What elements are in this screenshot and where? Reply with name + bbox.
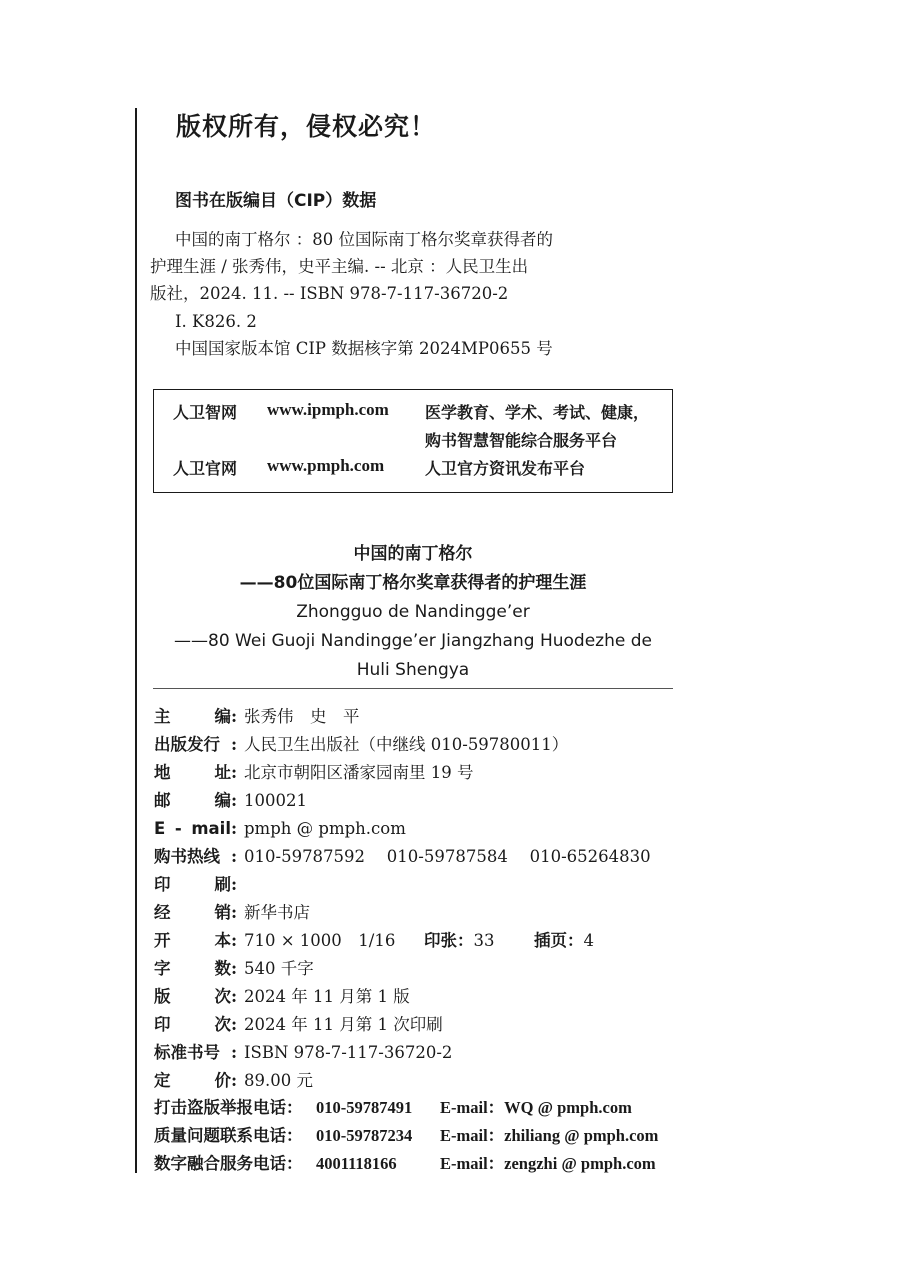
info-label-part: 购书热线 bbox=[154, 847, 220, 866]
info-label-part: 经 bbox=[154, 903, 171, 922]
info-label-part: 价 bbox=[214, 1071, 231, 1090]
info-label-part: 刷 bbox=[214, 875, 231, 894]
contact-label: 打击盗版举报电话： bbox=[154, 1098, 303, 1117]
info-label bbox=[154, 759, 231, 787]
website-name: 人卫智网 bbox=[173, 403, 238, 422]
info-value: 北京市朝阳区潘家园南里 19 号 bbox=[244, 763, 474, 782]
info-label bbox=[154, 871, 231, 899]
info-label-part: 次 bbox=[214, 987, 231, 1006]
info-label-part: 本 bbox=[214, 931, 231, 950]
contact-label: 质量问题联系电话： bbox=[154, 1126, 303, 1145]
website-url[interactable]: www.ipmph.com bbox=[267, 400, 389, 419]
info-label-part: mail bbox=[191, 819, 231, 838]
info-label bbox=[154, 899, 231, 927]
contact-phone: 010-59787491 bbox=[316, 1098, 413, 1117]
info-label bbox=[154, 955, 231, 983]
info-label-part: 编 bbox=[214, 707, 231, 726]
cip-line: 中国国家版本馆 CIP 数据核字第 2024MP0655 号 bbox=[175, 338, 553, 358]
cip-title: 图书在版编目（CIP）数据 bbox=[175, 191, 377, 211]
info-value: 100021 bbox=[244, 791, 307, 810]
contact-label: 数字融合服务电话： bbox=[154, 1154, 303, 1173]
info-label bbox=[154, 815, 231, 843]
cip-record bbox=[150, 226, 630, 362]
book-subtitle-en: ——80 Wei Guoji Nandingge’er Jiangzhang Huodezhe de bbox=[174, 631, 652, 651]
contact-phone: 010-59787234 bbox=[316, 1126, 413, 1145]
margin-rule bbox=[135, 108, 137, 1173]
book-title-cn: 中国的南丁格尔 bbox=[353, 544, 473, 564]
info-label bbox=[154, 1011, 231, 1039]
website-desc: 医学教育、学术、考试、健康， bbox=[425, 403, 650, 422]
sheets-field: 印张：33 bbox=[424, 931, 495, 950]
info-label bbox=[154, 703, 231, 731]
info-label-part: 址 bbox=[214, 763, 231, 782]
info-label-part: 邮 bbox=[154, 791, 171, 810]
contact-email[interactable]: E-mail：WQ @ pmph.com bbox=[440, 1098, 632, 1117]
info-label-part: 印 bbox=[154, 1015, 171, 1034]
cip-line: 护理生涯 / 张秀伟，史平主编. -- 北京 ：人民卫生出 bbox=[150, 257, 529, 277]
info-label-part: E bbox=[154, 819, 166, 838]
info-label-part: 主 bbox=[154, 707, 171, 726]
info-value: 2024 年 11 月第 1 次印刷 bbox=[244, 1015, 443, 1034]
book-title-block bbox=[153, 540, 673, 685]
copyright-notice: 版权所有，侵权必究！ bbox=[176, 112, 437, 141]
info-label bbox=[154, 731, 231, 759]
info-value: 89.00 元 bbox=[244, 1071, 313, 1090]
info-label bbox=[154, 843, 231, 871]
info-label bbox=[154, 787, 231, 815]
cip-line: Ⅰ. K826. 2 bbox=[175, 311, 257, 331]
website-desc: 购书智慧智能综合服务平台 bbox=[425, 431, 618, 450]
info-value: 710 × 1000 1/16 bbox=[244, 931, 396, 950]
plates-field: 插页：4 bbox=[534, 931, 594, 950]
info-label bbox=[154, 927, 231, 955]
info-label-part: 开 bbox=[154, 931, 171, 950]
contact-email[interactable]: E-mail：zengzhi @ pmph.com bbox=[440, 1154, 656, 1173]
book-subtitle-en-cont: Huli Shengya bbox=[356, 660, 470, 680]
cip-line: 中国的南丁格尔 ：80 位国际南丁格尔奖章获得者的 bbox=[175, 230, 553, 249]
contact-phone: 4001118166 bbox=[316, 1154, 397, 1173]
info-label-part: 标准书号 bbox=[154, 1043, 220, 1062]
copyright-page: 版权所有，侵权必究！ 图书在版编目（CIP）数据 中国的南丁格尔 ：80 位国际南丁格尔奖章获得者的 护理生涯 / 张秀伟，史平主编. -- 北京 ：人民卫生出 版社，2024. 11. -- ISBN 978-7-117-36720-2 Ⅰ. K826. 2 中国国家版本馆 CIP 数据核字第 2024MP0655 号 人卫智网 www.ipmph.com 医学教育、学术、考试、健康， 购书智慧智能综合服务平台 人卫官网 www.pmph.com 人卫官方资讯发布平台 中国的南丁格尔 ——80位国际南丁格尔奖章获得者的护理生涯 Zhongguo de Nandingge’er ——80 Wei Guoji Nandingge’er Jiangzhang Huodezhe de Huli Shengya 主 编 : 张秀伟 史 平 出版发行 : 人民卫生出版社（中继线 010-59780011） 地 址 : 北京市朝阳区潘家园南里 19 号 邮 编 : 100021 E - mail : pmph @ pmph.com 购书热线 : 010-59787592 010-59787584 010-65264830 印 刷 : 经 销 : 新华书店 开 本 : 710 × 1000 1/16 印张：33 插页：4 字 数 : 540 千字 版 次 : 2024 年 11 月第 1 版 印 次 : 2024 年 11 月第 1 次印刷 标准书号 : ISBN 978-7-117-36720-2 定 价 : 89.00 元 打击盗版举报电话： 010-59787491 E-mail：WQ @ pmph.com 质量问题联系电话： 010-59787234 E-mail：zhiliang @ pmph.com 数字融合服务电话： 4001118166 E-mail：zengzhi @ pmph.com bbox=[0, 0, 900, 1282]
divider bbox=[153, 688, 673, 689]
info-label bbox=[154, 1067, 231, 1095]
website-name: 人卫官网 bbox=[173, 459, 238, 478]
info-value: pmph @ pmph.com bbox=[244, 819, 406, 838]
info-label-part: 印 bbox=[154, 875, 171, 894]
website-box bbox=[153, 389, 673, 493]
info-label-part: 销 bbox=[214, 903, 231, 922]
info-label-part: 数 bbox=[214, 959, 231, 978]
info-value: ISBN 978-7-117-36720-2 bbox=[244, 1043, 453, 1062]
info-value: 新华书店 bbox=[244, 903, 310, 922]
info-value: 张秀伟 史 平 bbox=[244, 707, 360, 726]
website-desc: 人卫官方资讯发布平台 bbox=[425, 459, 586, 478]
info-label-part: 版 bbox=[154, 987, 171, 1006]
info-label-part: 出版发行 bbox=[154, 735, 220, 754]
info-value: 2024 年 11 月第 1 版 bbox=[244, 987, 410, 1006]
book-subtitle-cn: ——80位国际南丁格尔奖章获得者的护理生涯 bbox=[239, 573, 587, 593]
info-label-part: 地 bbox=[154, 763, 171, 782]
website-url[interactable]: www.pmph.com bbox=[267, 456, 385, 475]
info-value: 010-59787592 010-59787584 010-65264830 bbox=[244, 847, 651, 866]
info-label-part: - bbox=[174, 819, 182, 838]
cip-line: 版社，2024. 11. -- ISBN 978-7-117-36720-2 bbox=[150, 284, 509, 304]
info-label bbox=[154, 983, 231, 1011]
info-label-part: 字 bbox=[154, 959, 171, 978]
book-title-en: Zhongguo de Nandingge’er bbox=[296, 602, 530, 622]
info-label-part: 次 bbox=[214, 1015, 231, 1034]
info-value: 540 千字 bbox=[244, 959, 314, 978]
info-label-part: 编 bbox=[214, 791, 231, 810]
info-label-part: 定 bbox=[154, 1071, 171, 1090]
info-value: 人民卫生出版社（中继线 010-59780011） bbox=[244, 735, 569, 754]
info-label bbox=[154, 1039, 231, 1067]
contact-email[interactable]: E-mail：zhiliang @ pmph.com bbox=[440, 1126, 659, 1145]
